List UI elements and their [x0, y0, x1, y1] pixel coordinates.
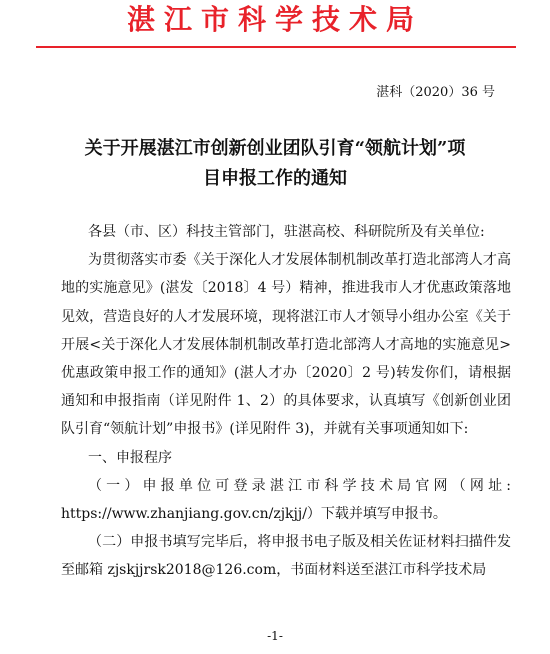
notice-title-line-2: 目申报工作的通知: [203, 168, 347, 189]
red-header-rule: [36, 46, 516, 48]
procedure-item-2: （二）申报书填写完毕后，将申报书电子版及相关佐证材料扫描件发至邮箱 zjskjjrsk2018@126.com，书面材料送至湛江市科学技术局: [61, 534, 511, 579]
notice-title-line-1: 关于开展湛江市创新创业团队引育“领航计划”项: [84, 138, 466, 159]
document-number: 湛科（2020）36 号: [376, 85, 495, 100]
notice-title: [40, 134, 510, 194]
procedure-item-1: （一）申报单位可登录湛江市科学技术局官网（网址: https://www.zhanjiang.gov.cn/zjkjj/）下载并填写申报书。: [61, 477, 511, 523]
page-number: -1-: [267, 629, 283, 643]
section-heading-application-procedure: 一、申报程序: [88, 449, 172, 466]
intro-paragraph: 为贯彻落实市委《关于深化人才发展体制机制改革打造北部湾人才高地的实施意见》(湛发〔2018〕4 号）精神，推进我市人才优惠政策落地见效，营造良好的人才发展环境，现将湛江市人才领导小组办公室《关于开展<关于深化人才发展体制机制改革打造北部湾人才高地的实施意见>优惠政策申报工作的通知》(湛人才办〔2020〕2 号)转发你们，请根据通知和申报指南（详见附件 1、2）的具体要求，认真填写《创新创业团队引育“领航计划”申报书》(详见附件 3)，并就有关事项通知如下:: [61, 252, 511, 438]
notice-body: [61, 218, 511, 585]
salutation: 各县（市、区）科技主管部门，驻湛高校、科研院所及有关单位:: [88, 224, 485, 240]
agency-masthead: 湛江市科学技术局: [126, 3, 423, 36]
